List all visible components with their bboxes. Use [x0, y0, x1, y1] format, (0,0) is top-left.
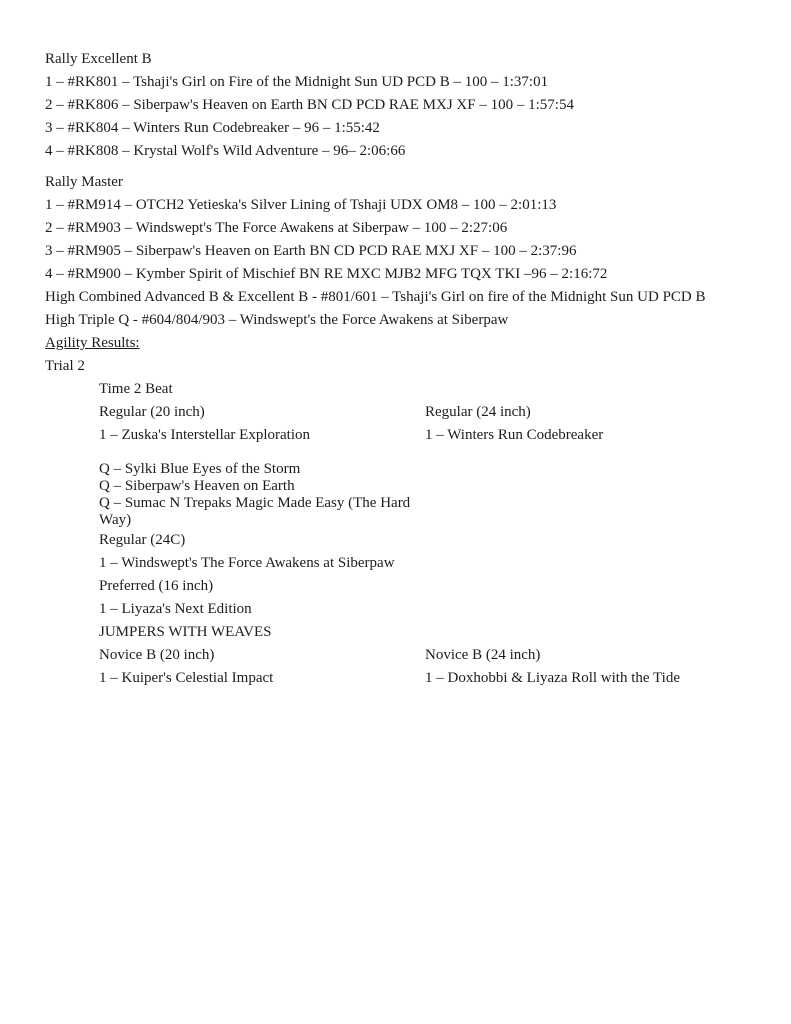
qualifier-line: Q – Siberpaw's Heaven on Earth: [99, 478, 295, 494]
regular-20-inch-entry: 1 – Zuska's Interstellar Exploration: [99, 427, 310, 443]
regular-20-inch-header: Regular (20 inch): [99, 404, 205, 420]
rally-placement-line: 2 – #RK806 – Siberpaw's Heaven on Earth BN CD PCD RAE MXJ XF – 100 – 1:57:54: [45, 97, 574, 113]
regular-24c-header: Regular (24C): [99, 532, 186, 548]
qualifier-line: Q – Sylki Blue Eyes of the Storm: [99, 461, 301, 477]
rally-placement-line: 2 – #RM903 – Windswept's The Force Awakens at Siberpaw – 100 – 2:27:06: [45, 220, 508, 236]
rally-excellent-b-title: Rally Excellent B: [45, 51, 152, 67]
regular-24-inch-entry: 1 – Winters Run Codebreaker: [425, 427, 604, 443]
rally-placement-line: 3 – #RM905 – Siberpaw's Heaven on Earth BN CD PCD RAE MXJ XF – 100 – 2:37:96: [45, 243, 577, 259]
rally-master-title: Rally Master: [45, 174, 123, 190]
time-2-beat-column-20inch: [99, 401, 425, 529]
trial-2-heading: Trial 2: [45, 358, 85, 374]
high-combined-award-line: High Combined Advanced B & Excellent B - #801/601 – Tshaji's Girl on fire of the Midnight Sun UD PCD B: [45, 289, 706, 305]
jumpers-column-20inch: [99, 644, 425, 690]
high-triple-q-award-line: High Triple Q - #604/804/903 – Windswept's the Force Awakens at Siberpaw: [45, 312, 509, 328]
agility-results-heading: Agility Results:: [45, 335, 140, 351]
rally-master-section: [45, 171, 751, 286]
time-2-beat-heading: Time 2 Beat: [99, 381, 173, 397]
rally-placement-line: 4 – #RK808 – Krystal Wolf's Wild Adventure – 96– 2:06:66: [45, 143, 406, 159]
jumpers-columns: [99, 644, 751, 690]
jumpers-column-24inch: [425, 644, 751, 690]
time-2-beat-column-24inch: [425, 401, 751, 529]
regular-24-inch-header: Regular (24 inch): [425, 404, 531, 420]
qualifier-line: Q – Sumac N Trepaks Magic Made Easy (The Hard Way): [99, 495, 411, 528]
preferred-16-inch-entry: 1 – Liyaza's Next Edition: [99, 601, 252, 617]
rally-excellent-b-section: [45, 48, 751, 163]
jumpers-with-weaves-heading: JUMPERS WITH WEAVES: [99, 624, 272, 640]
novice-b-20-inch-entry: 1 – Kuiper's Celestial Impact: [99, 670, 274, 686]
rally-placement-line: 1 – #RK801 – Tshaji's Girl on Fire of the Midnight Sun UD PCD B – 100 – 1:37:01: [45, 74, 549, 90]
qualifier-list: [99, 461, 425, 529]
novice-b-20-inch-header: Novice B (20 inch): [99, 647, 215, 663]
time-2-beat-columns: [99, 401, 751, 529]
novice-b-24-inch-entry: 1 – Doxhobbi & Liyaza Roll with the Tide: [425, 670, 680, 686]
agility-body: [99, 378, 751, 690]
novice-b-24-inch-header: Novice B (24 inch): [425, 647, 541, 663]
regular-24c-entry: 1 – Windswept's The Force Awakens at Siberpaw: [99, 555, 395, 571]
rally-placement-line: 4 – #RM900 – Kymber Spirit of Mischief BN RE MXC MJB2 MFG TQX TKI –96 – 2:16:72: [45, 266, 608, 282]
rally-placement-line: 1 – #RM914 – OTCH2 Yetieska's Silver Lining of Tshaji UDX OM8 – 100 – 2:01:13: [45, 197, 557, 213]
rally-placement-line: 3 – #RK804 – Winters Run Codebreaker – 96 – 1:55:42: [45, 120, 380, 136]
preferred-16-inch-header: Preferred (16 inch): [99, 578, 214, 594]
